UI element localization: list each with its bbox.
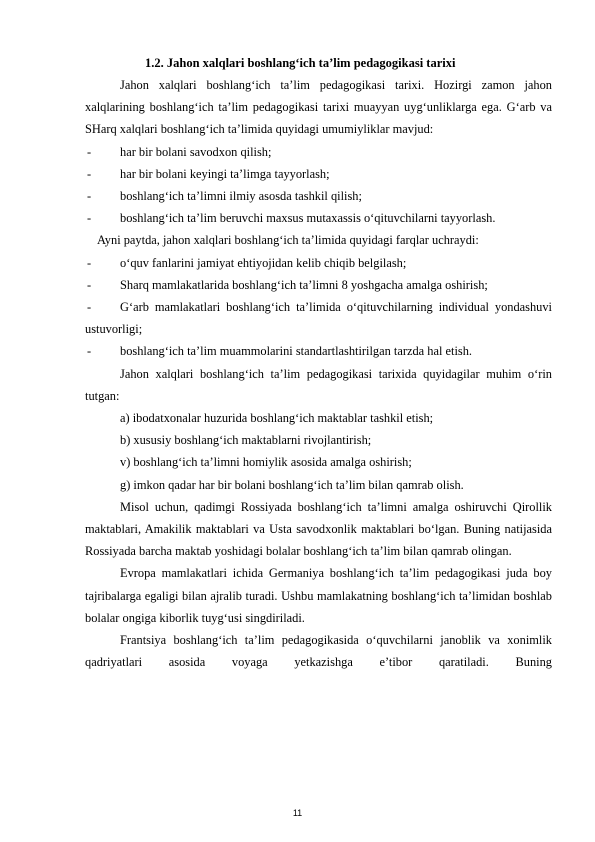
list-item-text: boshlang‘ich ta’limni ilmiy asosda tashkil qilish; [120,189,362,204]
differences-intro: Ayni paytda, jahon xalqlari boshlang‘ich ta’limida quyidagi farqlar uchraydi: [97,233,479,248]
list-dash: - [87,189,92,204]
list-item-text: o‘quv fanlarini jamiyat ehtiyojidan kelib chiqib belgilash; [120,255,407,270]
list-dash: - [87,344,92,359]
russia-paragraph: Misol uchun, qadimgi Rossiyada boshlang‘ich ta’limni amalga oshiruvchi Qirollik maktablari, Amakilik maktablari va Usta savodxonlik maktablari bo‘lgan. Buning natijasida Rossiyada barcha maktab yoshidagi bolalar boshlang‘ich ta’lim bilan qamrab olingan. [85,499,552,559]
france-paragraph: Frantsiya boshlang‘ich ta’lim pedagogikasida o‘quvchilarni janoblik va xonimlik qadriyatlari asosida voyaga yetkazishga e’tibor qaratiladi. Buning [85,633,552,670]
task-item: g) imkon qadar har bir bolani boshlang‘ich ta’lim bilan qamrab olish. [120,477,464,492]
task-item: b) xususiy boshlang‘ich maktablarni rivojlantirish; [120,433,372,448]
list-item [85,252,552,274]
list-dash: - [87,166,92,181]
list-item-text: boshlang‘ich ta’lim muammolarini standartlashtirilgan tarzda hal etish. [120,344,473,359]
tasks-list [85,407,552,496]
list-dash: - [87,277,92,292]
task-item: a) ibodatxonalar huzurida boshlang‘ich maktablar tashkil etish; [120,411,434,426]
list-item [85,185,552,207]
task-item: v) boshlang‘ich ta’limni homiylik asosida amalga oshirish; [120,455,412,470]
list-item-text: har bir bolani savodxon qilish; [120,144,272,159]
list-dash: - [87,144,92,159]
list-item [85,207,552,229]
germany-paragraph: Evropa mamlakatlari ichida Germaniya boshlang‘ich ta’lim pedagogikasi juda boy tajribalarga egaligi bilan ajralib turadi. Ushbu mamlakatning boshlang‘ich ta’limidan boshlab bolalar ongiga kiborlik tuyg‘usi singdiriladi. [85,566,552,625]
list-item-text: har bir bolani keyingi ta’limga tayyorlash; [120,166,330,181]
list-item [85,274,552,296]
page-number: 11 [292,808,303,818]
list-item-text: Sharq mamlakatlarida boshlang‘ich ta’limni 8 yoshgacha amalga oshirish; [120,277,488,292]
list-dash: - [87,211,92,226]
differences-list [85,252,552,363]
list-dash: - [87,300,92,315]
list-item [85,163,552,185]
tasks-intro: Jahon xalqlari boshlang‘ich ta’lim pedagogikasi tarixida quyidagilar muhim o‘rin tutgan: [85,366,552,403]
section-heading: 1.2. Jahon xalqlari boshlang‘ich ta’lim pedagogikasi tarixi [145,56,456,70]
list-item [85,141,552,163]
list-item-text: G‘arb mamlakatlari boshlang‘ich ta’limida o‘qituvchilarning individual yondashuvi ustuvorligi; [85,300,552,337]
list-item [85,296,552,340]
intro-paragraph: Jahon xalqlari boshlang‘ich ta’lim pedagogikasi tarixi. Hozirgi zamon jahon xalqlarining boshlang‘ich ta’lim pedagogikasi tarixi muayyan uyg‘unliklarga ega. G‘arb va SHarq xalqlari boshlang‘ich ta’limida quyidagi umumiyliklar mavjud: [85,78,552,137]
list-item [85,340,552,362]
list-dash: - [87,255,92,270]
list-item-text: boshlang‘ich ta’lim beruvchi maxsus mutaxassis o‘qituvchilarni tayyorlash. [120,211,496,226]
common-list [85,141,552,230]
